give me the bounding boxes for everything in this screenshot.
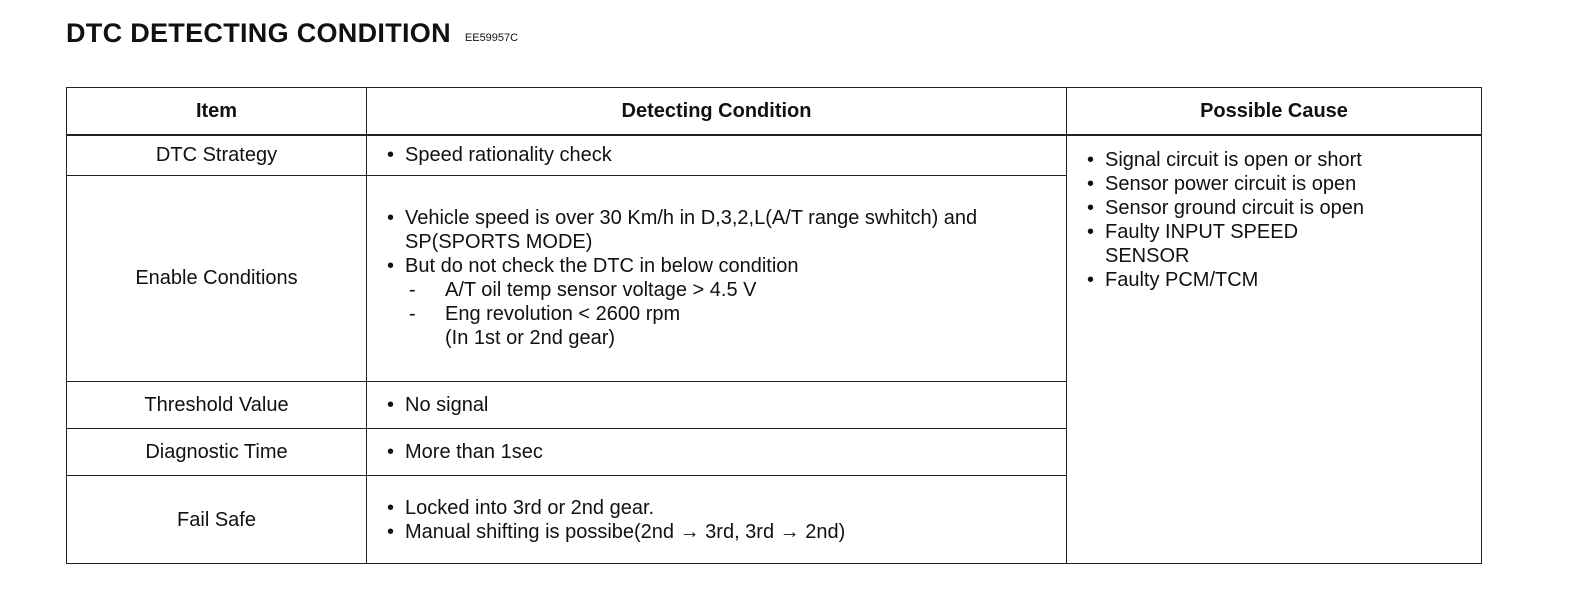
header-detecting-condition: Detecting Condition (367, 88, 1067, 135)
cause-bullet: • Signal circuit is open or short (1085, 148, 1467, 172)
section-heading (66, 18, 518, 49)
cause-bullet: • Faulty PCM/TCM (1085, 268, 1467, 292)
row-item-enable-conditions: Enable Conditions (67, 175, 367, 381)
row-item-dtc-strategy: DTC Strategy (67, 135, 367, 176)
row-condition-fail-safe (367, 476, 1067, 564)
table-row (67, 135, 1482, 176)
condition-bullet: • More than 1sec (385, 440, 1052, 464)
condition-bullet-text: • But do not check the DTC in below condition (405, 255, 799, 278)
document-code: EE59957C (464, 32, 519, 44)
condition-bullet: • No signal (385, 393, 1052, 417)
condition-bullet: • Manual shifting is possibe(2nd → 3rd, 3rd → 2nd) (385, 520, 1052, 544)
sub-condition (405, 302, 1052, 350)
cause-bullet: • Faulty INPUT SPEED SENSOR (1085, 220, 1365, 268)
row-condition-dtc-strategy (367, 135, 1067, 176)
cause-bullet: • Sensor power circuit is open (1085, 172, 1467, 196)
dtc-condition-table (66, 87, 1482, 564)
cause-bullet: • Sensor ground circuit is open (1085, 196, 1365, 220)
sub-condition: - A/T oil temp sensor voltage > 4.5 V (405, 278, 1052, 302)
row-item-threshold-value: Threshold Value (67, 381, 367, 428)
page-title: DTC DETECTING CONDITION (66, 18, 451, 48)
header-item: Item (67, 88, 367, 135)
possible-cause-cell (1067, 135, 1482, 564)
row-condition-enable-conditions (367, 175, 1067, 381)
row-condition-diagnostic-time (367, 428, 1067, 475)
header-possible-cause: Possible Cause (1067, 88, 1482, 135)
condition-bullet (385, 254, 1052, 350)
sub-condition-text: (In 1st or 2nd gear) (445, 327, 616, 350)
row-condition-threshold-value (367, 381, 1067, 428)
sub-condition-text: - Eng revolution < 2600 rpm (445, 303, 681, 326)
condition-bullet: • Vehicle speed is over 30 Km/h in D,3,2,L(A/T range swhitch) and SP(SPORTS MODE) (385, 206, 1052, 254)
row-item-fail-safe: Fail Safe (67, 476, 367, 564)
table-header-row (67, 88, 1482, 135)
row-item-diagnostic-time: Diagnostic Time (67, 428, 367, 475)
condition-bullet: • Locked into 3rd or 2nd gear. (385, 496, 1052, 520)
condition-bullet: • Speed rationality check (385, 143, 1052, 167)
